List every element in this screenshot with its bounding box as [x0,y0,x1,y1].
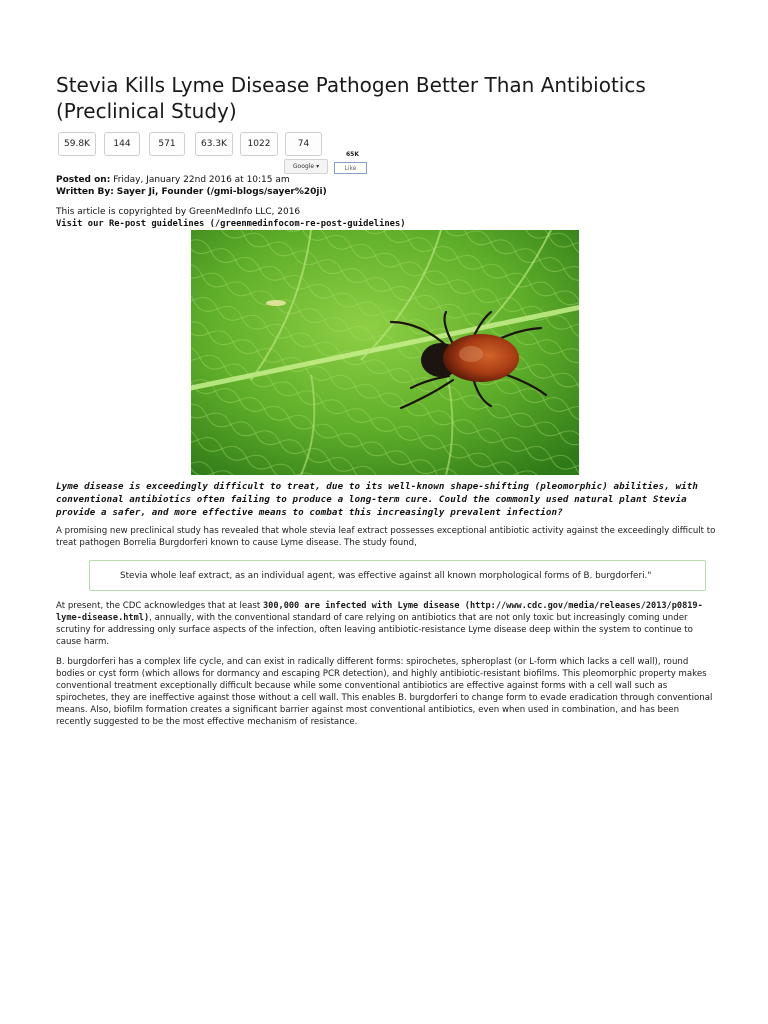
paragraph-lifecycle: B. burgdorferi has a complex life cycle, and can exist in radically different forms: spirochetes, spheroplast (or L-form which lacks a cell wall), round bodies or cyst form (which allows for dormancy and escaping PCR detection), and highly antibiotic-resistant biofilms. This pleomorphic property makes conventional treatment exceptionally difficult because while some conventional antibiotics are effective against forms with a cell wall such as spirochetes, they are ineffective against those without a cell wall. This enables B. burgdorferi to change form to evade eradication through conventional means. Also, biofilm formation creates a significant barrier against most conventional antibiotics, even when used in combination, and has been recently suggested to be the most effective mechanism of resistance. [56,657,713,727]
share-button-1[interactable]: 59.8K [58,132,96,156]
share-button-5[interactable]: 1022 [240,132,278,156]
like-button[interactable]: Like [334,162,367,174]
share-button-6[interactable]: 74 [285,132,322,156]
repost-guidelines-link[interactable]: Visit our Re-post guidelines (/greenmedinfocom-re-post-guidelines) [56,219,406,229]
tick-on-leaf-image [191,230,579,475]
google-share-button[interactable]: Google ▾ [284,159,328,174]
study-quote: Stevia whole leaf extract, as an individual agent, was effective against all known morphological forms of B. burgdorferi." [89,560,706,591]
share-button-3[interactable]: 571 [149,132,185,156]
cdc-link[interactable]: 300,000 are infected with Lyme disease (http://www.cdc.gov/media/releases/2013/p0819-lyme-disease.html) [56,601,703,623]
share-button-4[interactable]: 63.3K [195,132,233,156]
caret-down-icon: ▾ [316,163,320,170]
like-count: 65K [346,151,359,158]
article-lead: Lyme disease is exceedingly difficult to treat, due to its well-known shape-shifting (pleomorphic) abilities, with conventional antibiotics often failing to produce a long-term cure. Could the commonly used natural plant Stevia provide a safer, and more effective means to combat this increasingly prevalent infection? [56,481,698,518]
share-button-2[interactable]: 144 [104,132,140,156]
copyright-notice: This article is copyrighted by GreenMedInfo LLC, 2016 [56,207,301,217]
hero-illustration [191,230,579,475]
author-line: Written By: Sayer Ji, Founder (/gmi-blogs/sayer%20ji) [56,187,327,197]
author-link[interactable]: Sayer Ji, Founder (/gmi-blogs/sayer%20ji) [116,187,327,197]
paragraph-intro: A promising new preclinical study has revealed that whole stevia leaf extract possesses exceptional antibiotic activity against the exceedingly difficult to treat pathogen Borrelia Burgdorferi known to cause Lyme disease. The study found, [56,526,716,548]
paragraph-cdc: At present, the CDC acknowledges that at least 300,000 are infected with Lyme disease (http://www.cdc.gov/media/releases/2013/p0819-lyme-disease.html), annually, with the conventional standard of care relying on antibiotics that are not only toxic but increasingly coming under scrutiny for addressing only surface aspects of the infection, often leaving antibiotic-resistance Lyme disease deep within the system to continue to cause harm. [56,601,703,647]
article-title: Stevia Kills Lyme Disease Pathogen Better Than Antibiotics (Preclinical Study) [56,73,646,123]
posted-date: Posted on: Friday, January 22nd 2016 at 10:15 am [56,175,290,185]
